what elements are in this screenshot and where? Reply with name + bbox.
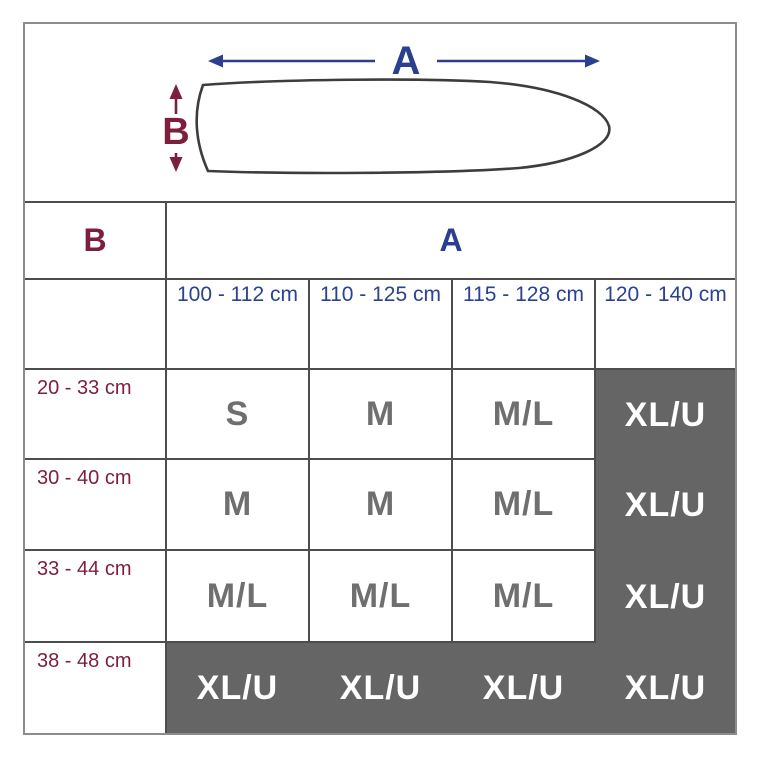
column-header-b: B — [25, 203, 167, 280]
a-range-2: 110 - 125 cm — [310, 280, 453, 370]
b-range-row-4: 38 - 48 cm — [25, 643, 167, 733]
size-table — [25, 203, 735, 733]
size-cell-highlighted: XL/U — [596, 370, 735, 460]
size-cell-highlighted: XL/U — [310, 643, 453, 733]
size-cell-highlighted: XL/U — [596, 551, 735, 643]
size-cell: M/L — [453, 460, 596, 551]
b-range-row-3: 33 - 44 cm — [25, 551, 167, 643]
size-cell: S — [167, 370, 310, 460]
size-cell-highlighted: XL/U — [596, 460, 735, 551]
size-cell: M — [310, 460, 453, 551]
size-cell: M — [167, 460, 310, 551]
column-header-a: A — [167, 203, 735, 280]
b-range-row-2: 30 - 40 cm — [25, 460, 167, 551]
chart-frame — [23, 22, 737, 735]
size-cell: M/L — [453, 551, 596, 643]
arrow-down-head-icon — [170, 157, 183, 172]
size-cell-highlighted: XL/U — [167, 643, 310, 733]
arrow-left-head-icon — [208, 55, 223, 68]
size-cell: M — [310, 370, 453, 460]
b-range-row-1: 20 - 33 cm — [25, 370, 167, 460]
corner-empty-cell — [25, 280, 167, 370]
arrow-up-head-icon — [170, 84, 183, 99]
diagram-svg — [25, 24, 735, 201]
ironing-board-outline — [197, 80, 610, 173]
a-range-1: 100 - 112 cm — [167, 280, 310, 370]
size-cell: M/L — [167, 551, 310, 643]
diagram-label-a: A — [391, 39, 421, 83]
size-cell: M/L — [453, 370, 596, 460]
a-range-4: 120 - 140 cm — [596, 280, 735, 370]
size-cell-highlighted: XL/U — [453, 643, 596, 733]
a-range-3: 115 - 128 cm — [453, 280, 596, 370]
ironing-board-diagram — [25, 24, 735, 203]
size-cell-highlighted: XL/U — [596, 643, 735, 733]
diagram-label-b: B — [162, 111, 190, 153]
arrow-right-head-icon — [585, 55, 600, 68]
size-cell: M/L — [310, 551, 453, 643]
